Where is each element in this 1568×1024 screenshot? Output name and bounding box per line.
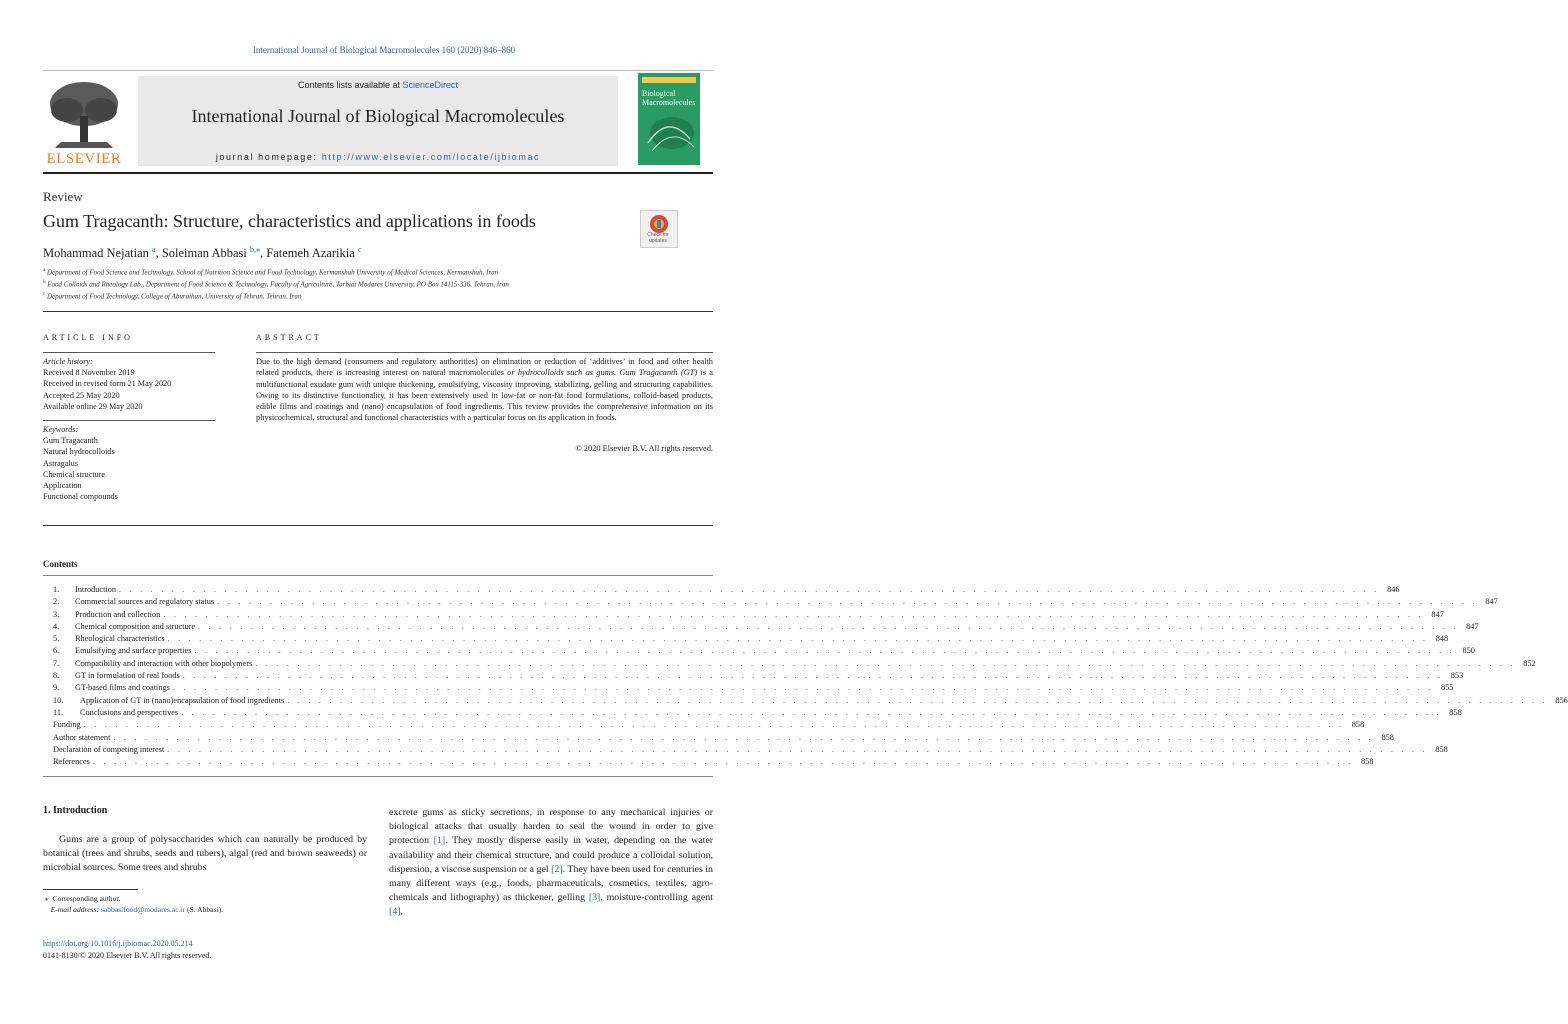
toc-label[interactable]: Introduction: [75, 585, 117, 594]
keyword: Gum Tragacanth: [43, 436, 98, 446]
masthead-top-divider: [43, 70, 713, 71]
contents-title: Contents: [43, 559, 78, 569]
history-entry: Received in revised form 21 May 2020: [43, 379, 172, 389]
journal-citation[interactable]: International Journal of Biological Macromolecules 160 (2020) 846–860: [252, 45, 516, 55]
author-name: Fatemeh Azarikia: [266, 246, 355, 261]
toc-label[interactable]: References: [53, 757, 90, 767]
abstract-copyright: © 2020 Elsevier B.V. All rights reserved.: [575, 444, 713, 453]
toc-leader: . . . . . . . . . . . . . . . . . . . . . . . . . . . . . . . . . . . . . . . . . . . . . . . . . . . . . . . . . . . . . . . . . . . . . . . . . . . . . . . . . . . . . . . . . . . . . . . . . . . . . . . . . . . . . . . . . . . . . . . .: [198, 621, 1459, 631]
toc-page-number: 846: [1387, 585, 1400, 594]
doi-link[interactable]: https://doi.org/10.1016/j.ijbiomac.2020.05.214: [43, 939, 193, 948]
toc-page-number: 847: [1466, 621, 1479, 631]
toc-entry[interactable]: [53, 658, 1536, 671]
toc-leader: . . . . . . . . . . . . . . . . . . . . . . . . . . . . . . . . . . . . . . . . . . . . . . . . . . . . . . . . . . . . . . . . . . . . . . . . . . . . . . . . . . . . . . . . . . . . . . . . . . . . . . . . . . . . . . . . . . . . . . . .: [172, 683, 1434, 693]
affiliation: [43, 292, 301, 300]
footnote-text: Corresponding author.: [52, 894, 121, 903]
email-label: E-mail address:: [50, 905, 101, 914]
toc-leader: . . . . . . . . . . . . . . . . . . . . . . . . . . . . . . . . . . . . . . . . . . . . . . . . . . . . . . . . . . . . . . . . . . . . . . . . . . . . . . . . . . . . . . . . . . . . . . . . . . . . . . . . . . . . . . . . . . . . . . . .: [92, 757, 1354, 767]
body-text: excrete gums as sticky secretions, in response to any mechanical injuries or biological attacks that usually harden to seal the wound in order to give protection: [389, 807, 713, 847]
reference-link[interactable]: [2]: [551, 863, 563, 875]
footnote-divider: [43, 889, 138, 890]
toc-leader: . . . . . . . . . . . . . . . . . . . . . . . . . . . . . . . . . . . . . . . . . . . . . . . . . . . . . . . . . . . . . . . . . . . . . . . . . . . . . . . . . . . . . . . . . . . . . . . . . . . . . . . . . . . . . . . . . . . . . . . .: [83, 720, 1345, 730]
toc-leader: . . . . . . . . . . . . . . . . . . . . . . . . . . . . . . . . . . . . . . . . . . . . . . . . . . . . . . . . . . . . . . . . . . . . . . . . . . . . . . . . . . . . . . . . . . . . . . . . . . . . . . . . . . . . . . . . . . . . . . . .: [167, 634, 1429, 644]
elsevier-wordmark: ELSEVIER: [46, 151, 122, 167]
keywords-divider: [43, 420, 215, 421]
toc-number: 8.: [53, 671, 60, 681]
affiliation: [43, 268, 498, 276]
contents-bottom-divider: [43, 776, 713, 777]
toc-page-number: 858: [1449, 707, 1462, 717]
sciencedirect-link[interactable]: ScienceDirect: [402, 80, 459, 90]
keywords: [43, 424, 118, 502]
introduction-heading: 1. Introduction: [43, 805, 108, 816]
toc-entry[interactable]: [53, 671, 1464, 683]
toc-label[interactable]: Conclusions and perspectives: [80, 707, 179, 717]
body-text: . They have been used for centuries in many different ways (e.g., foods, pharmaceuticals, cosmetics, textiles, agro-chemicals and lithography) as thickener, gelling: [389, 863, 713, 904]
table-of-contents: [53, 585, 1568, 769]
masthead-bottom-divider: [43, 172, 713, 174]
toc-label[interactable]: Author statement: [53, 732, 111, 742]
affiliation-mark: a: [43, 268, 46, 273]
toc-label[interactable]: GT-based films and coatings: [75, 683, 170, 693]
toc-number: 4.: [53, 621, 60, 631]
reference-link[interactable]: [4]: [389, 906, 401, 918]
toc-number: 3.: [53, 609, 60, 619]
toc-page-number: 850: [1462, 646, 1475, 656]
toc-leader: . . . . . . . . . . . . . . . . . . . . . . . . . . . . . . . . . . . . . . . . . . . . . . . . . . . . . . . . . . . . . . . . . . . . . . . . . . . . . . . . . . . . . . . . . . . . . . . . . . . . . . . . . . . . . . . . . . . . . . . .: [119, 585, 1380, 594]
body-text: . They mostly disperse easily in water, depending on the water availability and their chemical structure, and could produce a colloidal solution, dispersion, a viscose suspension or a gel: [389, 835, 713, 875]
affiliation-text: Department of Food Science and Technology, School of Nutrition Science and Food Technology, Kermanshah University of Medical Sciences, Kermanshah, Iran: [46, 268, 499, 277]
journal-cover-image[interactable]: [638, 73, 700, 165]
author-name: Soleiman Abbasi: [161, 246, 247, 261]
toc-page-number: 858: [1351, 720, 1365, 730]
issn-copyright: 0141-8130/© 2020 Elsevier B.V. All rights reserved.: [43, 951, 212, 960]
homepage-link[interactable]: http://www.elsevier.com/locate/ijbiomac: [321, 152, 541, 162]
cover-title: Biological Macromolecules: [642, 89, 696, 107]
toc-leader: . . . . . . . . . . . . . . . . . . . . . . . . . . . . . . . . . . . . . . . . . . . . . . . . . . . . . . . . . . . . . . . . . . . . . . . . . . . . . . . . . . . . . . . . . . . . . . . . . . . . . . . . . . . . . . . . . . . . . . . .: [194, 646, 1455, 656]
toc-entry[interactable]: [53, 695, 1568, 708]
toc-number: 7.: [53, 658, 60, 668]
abstract-text: is a multifunctional exudate gum with unique thickening, emulsifying, viscosity improving, stabilizing, gelling and structuring capabilities. Owing to its distinctive functionality, it has been extensively used in low-fat or non-fat food formulations, colloid-based products, edible films and coatings and (nano) encapsulation of food ingredients. This review provides the comprehensive information on its physicochemical, structural and functional characteristics with a particular focus on its application in foods.: [256, 368, 713, 423]
contents-prefix: Contents lists available at: [297, 80, 403, 90]
body-text: ,: [400, 906, 403, 918]
toc-entry[interactable]: [53, 707, 1462, 720]
toc-page-number: 855: [1440, 683, 1454, 693]
toc-entry[interactable]: [53, 683, 1454, 695]
keyword: Application: [43, 481, 82, 491]
toc-entry[interactable]: [53, 744, 1448, 757]
toc-leader: . . . . . . . . . . . . . . . . . . . . . . . . . . . . . . . . . . . . . . . . . . . . . . . . . . . . . . . . . . . . . . . . . . . . . . . . . . . . . . . . . . . . . . . . . . . . . . . . . . . . . . . . . . . . . . . . . . . . . . . .: [182, 671, 1444, 681]
toc-leader: . . . . . . . . . . . . . . . . . . . . . . . . . . . . . . . . . . . . . . . . . . . . . . . . . . . . . . . . . . . . . . . . . . . . . . . . . . . . . . . . . . . . . . . . . . . . . . . . . . . . . . . . . . . . . . . . . . . . . . . .: [255, 658, 1516, 668]
toc-leader: . . . . . . . . . . . . . . . . . . . . . . . . . . . . . . . . . . . . . . . . . . . . . . . . . . . . . . . . . . . . . . . . . . . . . . . . . . . . . . . . . . . . . . . . . . . . . . . . . . . . . . . . . . . . . . . . . . . . . . . .: [167, 744, 1428, 754]
history-entry: Available online 29 May 2020: [43, 401, 143, 411]
footnote-mark: ⁎: [44, 894, 49, 903]
toc-entry[interactable]: [53, 634, 1449, 646]
introduction-left-column: Gums are a group of polysaccharides which can naturally be produced by botanical (trees and shrubs, seeds and tubers), algal (red and brown seaweeds) or microbial sources. Some trees and shrubs: [43, 834, 367, 874]
abstract-bottom-divider: [43, 525, 713, 526]
toc-number: 5.: [53, 634, 60, 644]
affiliation-mark: c: [43, 292, 46, 297]
toc-page-number: 852: [1523, 658, 1536, 668]
toc-number: 11.: [53, 707, 64, 717]
keywords-label: Keywords:: [43, 425, 79, 434]
abstract-divider: [256, 352, 713, 353]
abstract-body: [256, 356, 713, 424]
article-title: Gum Tragacanth: Structure, characteristics and applications in foods: [43, 211, 536, 231]
toc-leader: . . . . . . . . . . . . . . . . . . . . . . . . . . . . . . . . . . . . . . . . . . . . . . . . . . . . . . . . . . . . . . . . . . . . . . . . . . . . . . . . . . . . . . . . . . . . . . . . . . . . . . . . . . . . . . . . . . . . . . . .: [181, 707, 1442, 717]
abstract-heading: ABSTRACT: [256, 333, 322, 342]
author-separator: ,: [260, 246, 267, 261]
contents-availability: [138, 80, 618, 90]
affiliation-mark: b: [43, 280, 46, 285]
toc-leader: . . . . . . . . . . . . . . . . . . . . . . . . . . . . . . . . . . . . . . . . . . . . . . . . . . . . . . . . . . . . . . . . . . . . . . . . . . . . . . . . . . . . . . . . . . . . . . . . . . . . . . . . . . . . . . . . . . . . . . . .: [217, 597, 1478, 607]
corresponding-author-note: [43, 894, 120, 903]
toc-entry[interactable]: [53, 732, 1394, 745]
toc-label[interactable]: Application of GT in (nano)encapsulation of food ingredients: [80, 695, 285, 705]
toc-entry[interactable]: [53, 597, 1498, 609]
email-note: [43, 905, 223, 914]
cover-art-icon: [638, 73, 700, 165]
journal-name: International Journal of Biological Macromolecules: [191, 106, 565, 126]
crossmark-label: Check for updates: [647, 232, 669, 244]
toc-page-number: 856: [1555, 695, 1568, 705]
affiliation: [43, 280, 509, 288]
author-list: [43, 245, 361, 261]
author-affiliation-mark[interactable]: c: [357, 245, 362, 254]
abstract-text: Due to the high demand (consumers and regulatory authorities) on elimination or reduction of ‘additives’ in food and other health related products, there is increasing interest on natural macromolecules: [256, 357, 713, 378]
toc-page-number: 853: [1450, 671, 1464, 681]
article-info-divider: [43, 352, 215, 353]
affiliation-text: Department of Food Technology, College of Aburaihan, University of Tehran, Tehran, Iran: [46, 292, 302, 301]
body-text: , moisture-controlling agent: [600, 892, 713, 904]
keyword: Astragalus: [43, 458, 79, 468]
homepage-prefix: journal homepage:: [215, 152, 322, 162]
toc-leader: . . . . . . . . . . . . . . . . . . . . . . . . . . . . . . . . . . . . . . . . . . . . . . . . . . . . . . . . . . . . . . . . . . . . . . . . . . . . . . . . . . . . . . . . . . . . . . . . . . . . . . . . . . . . . . . . . . . . . . . .: [163, 609, 1424, 619]
toc-label[interactable]: Funding: [53, 720, 81, 730]
toc-label[interactable]: Commercial sources and regulatory status: [75, 597, 215, 607]
toc-leader: . . . . . . . . . . . . . . . . . . . . . . . . . . . . . . . . . . . . . . . . . . . . . . . . . . . . . . . . . . . . . . . . . . . . . . . . . . . . . . . . . . . . . . . . . . . . . . . . . . . . . . . . . . . . . . . . . . . . . . . .: [113, 732, 1374, 742]
article-type: Review: [43, 189, 83, 204]
toc-number: 1.: [53, 585, 60, 594]
abstract-text-italic: or hydrocolloids such as gums. Gum Tragacanth (GT): [507, 368, 698, 378]
toc-label[interactable]: Compatibility and interaction with other biopolymers: [75, 658, 253, 668]
toc-label[interactable]: Chemical composition and structure: [75, 621, 196, 631]
toc-page-number: 848: [1435, 634, 1449, 644]
toc-label[interactable]: Production and collection: [75, 609, 161, 619]
toc-page-number: 847: [1431, 609, 1444, 619]
introduction-right-column: [389, 806, 713, 920]
toc-label[interactable]: Emulsifying and surface properties: [75, 646, 192, 656]
toc-number: 6.: [53, 646, 60, 656]
keyword: Chemical structure: [43, 469, 106, 479]
email-suffix: (S. Abbasi).: [185, 905, 224, 914]
author-affiliation-mark[interactable]: b,⁎: [250, 245, 261, 254]
history-entry: Received 8 November 2019: [43, 368, 135, 378]
toc-entry[interactable]: [53, 609, 1444, 622]
journal-homepage: [138, 152, 618, 162]
reference-link[interactable]: [1]: [433, 835, 446, 847]
article-history: [43, 356, 171, 412]
header-divider: [43, 311, 713, 312]
history-label: Article history:: [43, 357, 93, 366]
toc-label[interactable]: Rheological characteristics: [75, 634, 165, 644]
toc-number: 10.: [53, 695, 64, 705]
author-affiliation-mark[interactable]: a: [152, 245, 156, 254]
keyword: Natural hydrocolloids: [43, 447, 115, 457]
toc-page-number: 858: [1360, 757, 1374, 767]
history-entry: Accepted 25 May 2020: [43, 390, 120, 400]
toc-number: 9.: [53, 683, 60, 693]
email-link[interactable]: sabbasifood@modares.ac.ir: [100, 905, 186, 914]
toc-page-number: 847: [1485, 597, 1498, 607]
toc-entry[interactable]: [53, 757, 1374, 769]
toc-entry[interactable]: [53, 585, 1400, 597]
toc-number: 2.: [53, 597, 60, 607]
toc-page-number: 858: [1435, 744, 1448, 754]
author-separator: ,: [155, 246, 162, 261]
author-name: Mohammad Nejatian: [43, 246, 149, 261]
contents-top-divider: [43, 575, 713, 576]
keyword: Functional compounds: [43, 492, 118, 502]
toc-page-number: 858: [1381, 732, 1394, 742]
toc-label[interactable]: GT in formulation of real foods: [75, 671, 180, 681]
toc-label[interactable]: Declaration of competing interest: [53, 744, 165, 754]
toc-entry[interactable]: [53, 646, 1475, 658]
toc-entry[interactable]: [53, 720, 1365, 732]
toc-entry[interactable]: [53, 621, 1479, 634]
affiliation-text: Food Colloids and Rheology Lab., Department of Food Science & Technology, Faculty of Agriculture, Tarbiat Modares University, PO Box 14115-336, Tehran, Iran: [47, 280, 509, 289]
toc-leader: . . . . . . . . . . . . . . . . . . . . . . . . . . . . . . . . . . . . . . . . . . . . . . . . . . . . . . . . . . . . . . . . . . . . . . . . . . . . . . . . . . . . . . . . . . . . . . . . . . . . . . . . . . . . . . . . . . . . . . . .: [287, 695, 1548, 705]
reference-link[interactable]: [3]: [588, 892, 601, 904]
article-info-heading: ARTICLE INFO: [43, 333, 133, 342]
